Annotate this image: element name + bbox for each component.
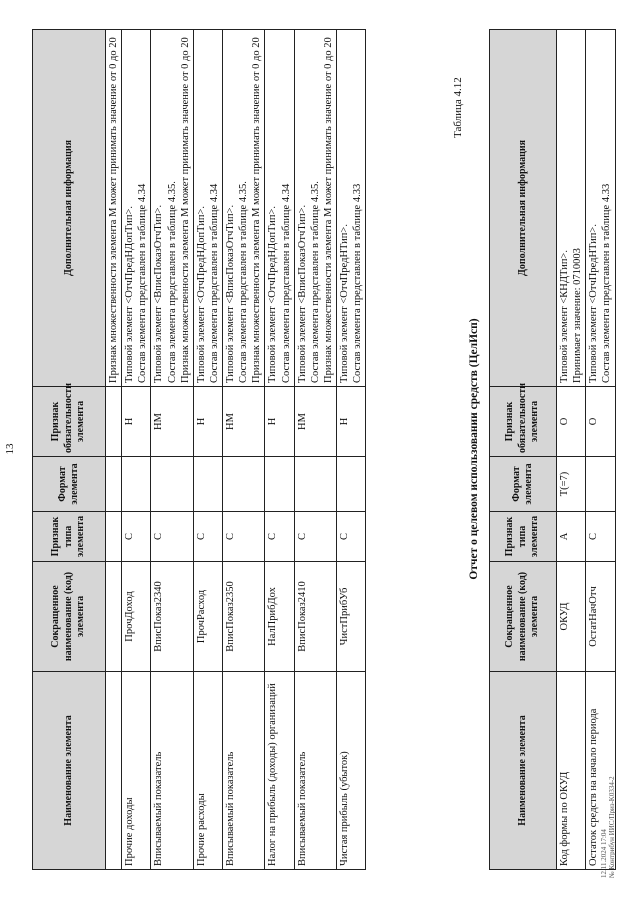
info-line: Типовой элемент <ВписПоказОтчТип>. [296, 204, 308, 383]
cell-type: С [265, 512, 294, 562]
cell-name: Вписываемый показатель [294, 672, 336, 870]
cell-info [106, 30, 122, 387]
cell-info [122, 30, 151, 387]
cell-type [106, 512, 122, 562]
cell-type: С [294, 512, 336, 562]
table-row [557, 30, 586, 870]
info-line: Признак множественности элемента М может принимать значение от 0 до 20 [108, 37, 119, 383]
cell-required: НМ [294, 387, 336, 457]
info-line: Типовой элемент <ОтчПредНДопТип>. [124, 206, 136, 383]
cell-required: Н [122, 387, 151, 457]
header-code: Сокращенное наименование (код) элемента [490, 562, 557, 672]
cell-format [294, 457, 336, 512]
cell-required: Н [337, 387, 366, 457]
header-name: Наименование элемента [490, 672, 557, 870]
info-line: Состав элемента представлен в таблице 4.33 [601, 183, 613, 383]
cell-required: О [557, 387, 586, 457]
elements-table-target-use [489, 29, 616, 870]
info-line: Признак множественности элемента М может принимать значение от 0 до 20 [251, 37, 263, 383]
page-number: 13 [4, 443, 16, 455]
cell-code: ЧистПрибУб [337, 562, 366, 672]
cell-format [151, 457, 193, 512]
cell-name: Прочие доходы [122, 672, 151, 870]
header-info: Дополнительная информация [490, 30, 557, 387]
cell-format: T(=7) [557, 457, 586, 512]
table-row [294, 30, 336, 870]
info-line: Признак множественности элемента М может принимать значение от 0 до 20 [179, 37, 191, 383]
table-header-row [33, 30, 106, 870]
cell-info [193, 30, 222, 387]
info-line: Состав элемента представлен в таблице 4.35. [166, 181, 178, 383]
info-line: Состав элемента представлен в таблице 4.35. [309, 181, 321, 383]
info-line: Типовой элемент <ОтчПредНДопТип>. [267, 206, 279, 383]
info-line: Состав элемента представлен в таблице 4.35. [238, 181, 250, 383]
cell-name: Чистая прибыль (убыток) [337, 672, 366, 870]
cell-type: С [122, 512, 151, 562]
cell-name: Остаток средств на начало периода [586, 672, 615, 870]
header-format: Формат элемента [490, 457, 557, 512]
cell-format [223, 457, 265, 512]
cell-format [265, 457, 294, 512]
header-info: Дополнительная информация [33, 30, 106, 387]
cell-format [337, 457, 366, 512]
info-line: Состав элемента представлен в таблице 4.33 [352, 183, 364, 383]
cell-required [106, 387, 122, 457]
cell-required: Н [265, 387, 294, 457]
info-line: Состав элемента представлен в таблице 4.34 [280, 183, 292, 383]
cell-required: О [586, 387, 615, 457]
elements-table-main [32, 29, 366, 870]
table-row [586, 30, 615, 870]
cell-format [122, 457, 151, 512]
info-line: Типовой элемент <ВписПоказОтчТип>. [153, 204, 165, 383]
cell-name: Налог на прибыль (доходы) организаций [265, 672, 294, 870]
cell-name: Вписываемый показатель [151, 672, 193, 870]
header-format: Формат элемента [33, 457, 106, 512]
cell-name [106, 672, 122, 870]
header-code: Сокращенное наименование (код) элемента [33, 562, 106, 672]
info-line: Состав элемента представлен в таблице 4.34 [208, 183, 220, 383]
table-row [151, 30, 193, 870]
cell-code [106, 562, 122, 672]
table-row [223, 30, 265, 870]
cell-code: ПрочДоход [122, 562, 151, 672]
cell-code: ПрочРасход [193, 562, 222, 672]
info-line: Признак множественности элемента М может принимать значение от 0 до 20 [322, 37, 334, 383]
table-row [193, 30, 222, 870]
cell-required: НМ [151, 387, 193, 457]
stamp-date: 12.11.2024 17:04 [600, 829, 608, 878]
header-required: Признак обязательности элемента [490, 387, 557, 457]
document-stamp [600, 776, 617, 878]
cell-info [151, 30, 193, 387]
table-title: Отчет о целевом использовании средств (ЦелИсп) [468, 318, 480, 580]
cell-name: Вписываемый показатель [223, 672, 265, 870]
cell-required: Н [193, 387, 222, 457]
cell-info [557, 30, 586, 387]
cell-code: ОстатНачОтч [586, 562, 615, 672]
table-row [265, 30, 294, 870]
table-number: Таблица 4.12 [452, 77, 464, 138]
cell-type: А [557, 512, 586, 562]
cell-info [265, 30, 294, 387]
cell-info [337, 30, 366, 387]
header-type: Признак типа элемента [33, 512, 106, 562]
info-line: Состав элемента представлен в таблице 4.34 [137, 183, 149, 383]
table-row [106, 30, 122, 870]
cell-type: С [586, 512, 615, 562]
cell-format [586, 457, 615, 512]
table-row [337, 30, 366, 870]
cell-format [106, 457, 122, 512]
header-required: Признак обязательности элемента [33, 387, 106, 457]
info-line: Типовой элемент <ВписПоказОтчТип>. [225, 204, 236, 383]
info-line: Типовой элемент <КНДТип>. [559, 250, 570, 383]
cell-info [223, 30, 265, 387]
cell-info [294, 30, 336, 387]
header-name: Наименование элемента [33, 672, 106, 870]
cell-required: НМ [223, 387, 265, 457]
cell-code: ОКУД [557, 562, 586, 672]
stamp-id: № Контрибун ИИС/Приз-K0334-2 [608, 776, 617, 878]
cell-info [586, 30, 615, 387]
cell-type: С [223, 512, 265, 562]
cell-name: Код формы по ОКУД [557, 672, 586, 870]
cell-code: НалПрибДох [265, 562, 294, 672]
cell-type: С [337, 512, 366, 562]
info-line: Принимает значение: 0710003 [572, 248, 584, 383]
header-type: Признак типа элемента [490, 512, 557, 562]
cell-type: С [193, 512, 222, 562]
cell-format [193, 457, 222, 512]
info-line: Типовой элемент <ОтчПредНТип>. [588, 224, 600, 383]
cell-code: ВписПоказ2410 [294, 562, 336, 672]
cell-type: С [151, 512, 193, 562]
cell-code: ВписПоказ2350 [223, 562, 265, 672]
cell-code: ВписПоказ2340 [151, 562, 193, 672]
table-row [122, 30, 151, 870]
info-line: Типовой элемент <ОтчПредНДопТип>. [195, 206, 207, 383]
info-line: Типовой элемент <ОтчПредНТип>. [339, 224, 350, 383]
table-header-row [490, 30, 557, 870]
cell-name: Прочие расходы [193, 672, 222, 870]
